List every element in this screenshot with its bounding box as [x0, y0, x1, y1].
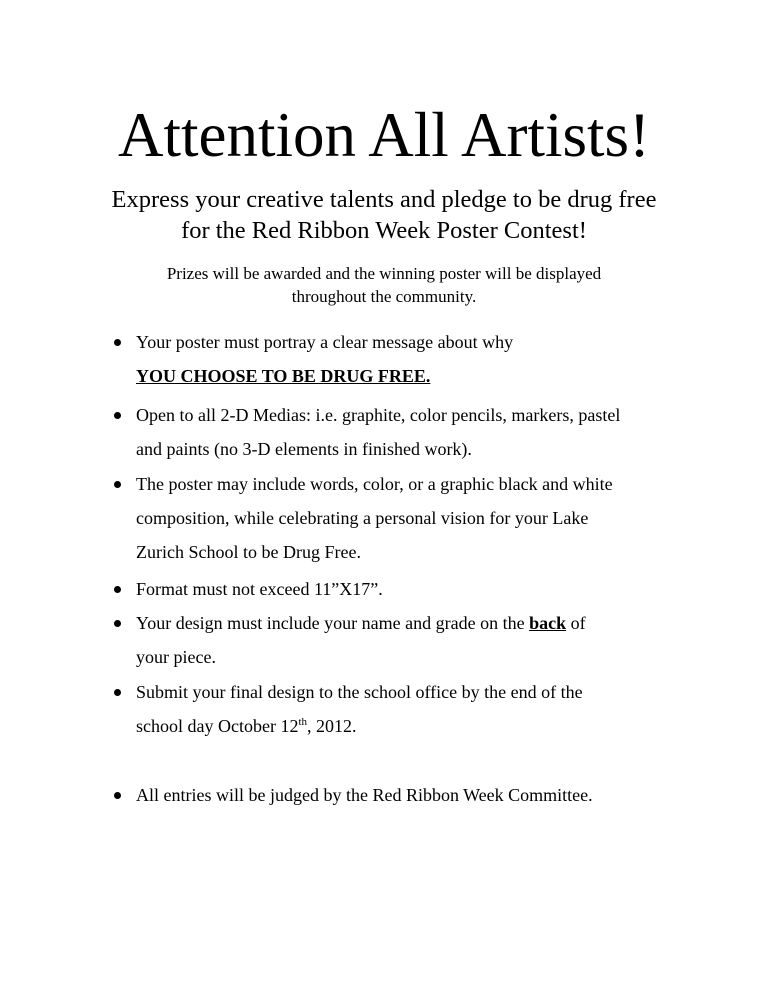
rule-text-part: Your design must include your name and grade on the — [136, 613, 525, 633]
rule-text — [136, 606, 684, 640]
rule-text-part: , 2012. — [307, 716, 357, 736]
subtitle-line: Express your creative talents and pledge to be drug free — [111, 186, 657, 213]
rule-text: composition, while celebrating a personal vision for your Lake — [136, 508, 589, 528]
subtitle-line: for the Red Ribbon Week Poster Contest! — [181, 217, 587, 244]
rule-text: and paints (no 3-D elements in finished work). — [136, 439, 472, 459]
rule-text: Submit your final design to the school office by the end of the — [136, 682, 583, 702]
bullet-icon — [114, 586, 121, 593]
rule-message — [114, 325, 684, 393]
rule-emphasis: back — [529, 613, 567, 633]
rule-text: The poster may include words, color, or a graphic black and white — [136, 474, 613, 494]
rule-text-part: school day October 12 — [136, 716, 299, 736]
prize-note-line: Prizes will be awarded and the winning poster will be displayed — [166, 264, 602, 283]
rule-submit — [114, 675, 684, 743]
prize-note-line: throughout the community. — [291, 287, 477, 306]
rule-text: your piece. — [136, 647, 216, 667]
rule-content — [114, 467, 684, 569]
bullet-icon — [114, 412, 121, 419]
rule-format — [114, 572, 684, 606]
bullet-icon — [114, 339, 121, 346]
poster-title: Attention All Artists! — [117, 100, 651, 170]
bullet-icon — [114, 689, 121, 696]
rule-text: Zurich School to be Drug Free. — [136, 542, 361, 562]
rule-text — [136, 709, 684, 743]
bullet-icon — [114, 481, 121, 488]
rule-text: Open to all 2-D Medias: i.e. graphite, color pencils, markers, pastel — [136, 405, 621, 425]
poster-subtitle — [0, 184, 768, 246]
rule-emphasis: YOU CHOOSE TO BE DRUG FREE. — [136, 366, 431, 386]
rule-text: All entries will be judged by the Red Ribbon Week Committee. — [136, 785, 593, 805]
prize-note — [0, 262, 768, 308]
rule-name-grade — [114, 606, 684, 674]
rule-text-part: of — [570, 613, 586, 633]
rule-text: Format must not exceed 11”X17”. — [136, 579, 383, 599]
rule-judging — [114, 778, 684, 812]
rule-media — [114, 398, 684, 466]
bullet-icon — [114, 792, 121, 799]
bullet-icon — [114, 620, 121, 627]
ordinal-suffix: th — [298, 716, 308, 728]
rule-text: Your poster must portray a clear message about why — [136, 332, 514, 352]
